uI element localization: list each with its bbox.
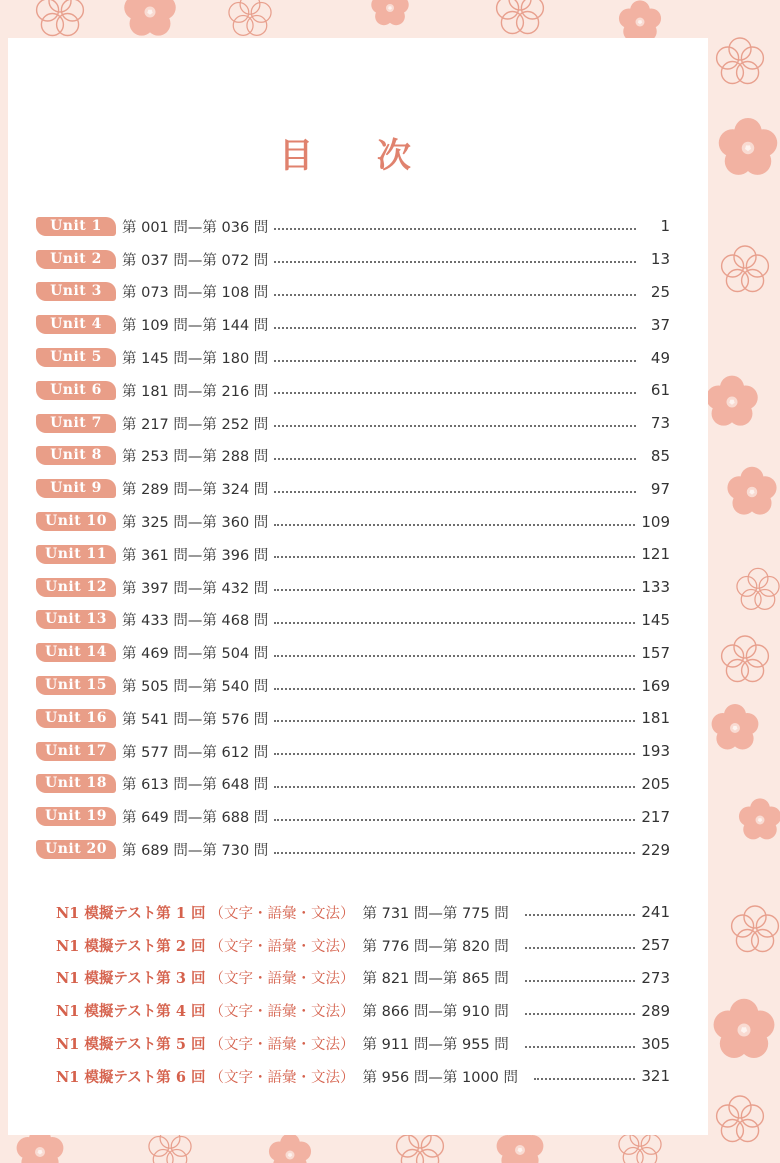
toc-row[interactable]: [36, 341, 670, 374]
toc-row[interactable]: [36, 505, 670, 538]
page-number: 257: [641, 936, 670, 955]
dot-leader: [274, 655, 635, 657]
mock-test-category: （文字・語彙・文法）: [209, 1037, 355, 1054]
dot-leader: [274, 852, 635, 854]
page-number: 121: [641, 545, 670, 564]
mock-test-category: （文字・語彙・文法）: [209, 1004, 355, 1021]
toc-row[interactable]: [36, 636, 670, 669]
toc-row[interactable]: [36, 440, 670, 473]
question-range: 第 397 問—第 432 問: [122, 580, 269, 597]
mock-test-row[interactable]: [56, 1060, 670, 1093]
mock-test-row[interactable]: [56, 929, 670, 962]
dot-leader: [525, 1046, 636, 1048]
dot-leader: [274, 786, 635, 788]
dot-leader: [525, 980, 636, 982]
mock-test-name: N1 模擬テスト第 2 回: [56, 937, 206, 955]
unit-badge: Unit 6: [36, 381, 116, 400]
unit-badge: Unit 12: [36, 578, 116, 597]
unit-badge: Unit 5: [36, 348, 116, 367]
dot-leader: [274, 622, 635, 624]
mock-test-name: N1 模擬テスト第 1 回: [56, 904, 206, 922]
dot-leader: [274, 458, 636, 460]
page-number: 13: [650, 250, 670, 269]
toc-row[interactable]: [36, 276, 670, 309]
page-number: 97: [650, 479, 670, 498]
unit-badge: Unit 2: [36, 250, 116, 269]
dot-leader: [274, 294, 636, 296]
page-number: 1: [660, 217, 670, 236]
question-range: 第 289 問—第 324 問: [122, 482, 269, 499]
dot-leader: [274, 261, 636, 263]
toc-row[interactable]: [36, 472, 670, 505]
toc-row[interactable]: [36, 243, 670, 276]
mock-test-category: （文字・語彙・文法）: [209, 938, 355, 955]
toc-row[interactable]: [36, 800, 670, 833]
page-number: 133: [641, 578, 670, 597]
question-range: 第 577 問—第 612 問: [122, 744, 269, 761]
dot-leader: [274, 688, 635, 690]
dot-leader: [274, 753, 635, 755]
page-number: 109: [641, 512, 670, 531]
dot-leader: [525, 914, 636, 916]
question-range: 第 361 問—第 396 問: [122, 547, 269, 564]
unit-badge: Unit 15: [36, 676, 116, 695]
page-number: 241: [641, 903, 670, 922]
unit-badge: Unit 13: [36, 610, 116, 629]
page-number: 61: [650, 381, 670, 400]
toc-row[interactable]: [36, 735, 670, 768]
question-range: 第 649 問—第 688 問: [122, 810, 269, 827]
unit-badge: Unit 3: [36, 282, 116, 301]
unit-badge: Unit 19: [36, 807, 116, 826]
dot-leader: [274, 327, 636, 329]
dot-leader: [274, 589, 635, 591]
question-range: 第 433 問—第 468 問: [122, 613, 269, 630]
page-number: 273: [641, 968, 670, 987]
question-range: 第 109 問—第 144 問: [122, 318, 269, 335]
question-range: 第 145 問—第 180 問: [122, 351, 269, 368]
question-range: 第 325 問—第 360 問: [122, 515, 269, 532]
page-number: 49: [650, 348, 670, 367]
page-number: 85: [650, 446, 670, 465]
toc-row[interactable]: [36, 571, 670, 604]
page-number: 25: [650, 282, 670, 301]
unit-badge: Unit 11: [36, 545, 116, 564]
toc-row[interactable]: [36, 669, 670, 702]
question-range: 第 911 問—第 955 問: [362, 1037, 509, 1054]
unit-badge: Unit 10: [36, 512, 116, 531]
page-number: 305: [641, 1034, 670, 1053]
toc-row[interactable]: [36, 833, 670, 866]
unit-badge: Unit 4: [36, 315, 116, 334]
question-range: 第 731 問—第 775 問: [362, 905, 509, 922]
mock-test-category: （文字・語彙・文法）: [209, 1069, 355, 1086]
unit-badge: Unit 16: [36, 709, 116, 728]
toc-row[interactable]: [36, 210, 670, 243]
question-range: 第 505 問—第 540 問: [122, 679, 269, 696]
page-number: 181: [641, 709, 670, 728]
question-range: 第 956 問—第 1000 問: [362, 1069, 519, 1086]
mock-test-category: （文字・語彙・文法）: [209, 971, 355, 988]
question-range: 第 037 問—第 072 問: [122, 252, 269, 269]
unit-badge: Unit 9: [36, 479, 116, 498]
unit-badge: Unit 17: [36, 742, 116, 761]
dot-leader: [525, 1013, 636, 1015]
dot-leader: [274, 491, 636, 493]
unit-badge: Unit 20: [36, 840, 116, 859]
question-range: 第 821 問—第 865 問: [362, 971, 509, 988]
unit-badge: Unit 18: [36, 774, 116, 793]
page-title: 目 次: [279, 136, 437, 176]
dot-leader: [274, 524, 635, 526]
unit-badge: Unit 7: [36, 414, 116, 433]
page-number: 193: [641, 742, 670, 761]
question-range: 第 613 問—第 648 問: [122, 777, 269, 794]
page-number: 169: [641, 676, 670, 695]
page-number: 229: [641, 840, 670, 859]
page-number: 217: [641, 807, 670, 826]
question-range: 第 073 問—第 108 問: [122, 285, 269, 302]
dot-leader: [525, 947, 636, 949]
mock-test-row[interactable]: [56, 896, 670, 929]
unit-list: [36, 210, 670, 866]
question-range: 第 469 問—第 504 問: [122, 646, 269, 663]
unit-badge: Unit 8: [36, 446, 116, 465]
dot-leader: [274, 228, 636, 230]
toc-row[interactable]: [36, 538, 670, 571]
dot-leader: [534, 1078, 635, 1080]
page-number: 157: [641, 643, 670, 662]
dot-leader: [274, 720, 635, 722]
toc-row[interactable]: [36, 702, 670, 735]
page-number: 289: [641, 1001, 670, 1020]
page-number: 205: [641, 774, 670, 793]
mock-test-row[interactable]: [56, 962, 670, 995]
dot-leader: [274, 392, 636, 394]
toc-row[interactable]: [36, 407, 670, 440]
question-range: 第 181 問—第 216 問: [122, 383, 269, 400]
page-number: 321: [641, 1067, 670, 1086]
toc-row[interactable]: [36, 308, 670, 341]
question-range: 第 776 問—第 820 問: [362, 938, 509, 955]
toc-row[interactable]: [36, 604, 670, 637]
mock-test-name: N1 模擬テスト第 3 回: [56, 970, 206, 988]
page-number: 37: [650, 315, 670, 334]
mock-test-row[interactable]: [56, 994, 670, 1027]
dot-leader: [274, 556, 635, 558]
mock-test-name: N1 模擬テスト第 5 回: [56, 1036, 206, 1054]
question-range: 第 217 問—第 252 問: [122, 416, 269, 433]
mock-test-category: （文字・語彙・文法）: [209, 905, 355, 922]
page-number: 73: [650, 414, 670, 433]
question-range: 第 001 問—第 036 問: [122, 219, 269, 236]
dot-leader: [274, 425, 636, 427]
question-range: 第 541 問—第 576 問: [122, 711, 269, 728]
toc-row[interactable]: [36, 374, 670, 407]
unit-badge: Unit 14: [36, 643, 116, 662]
mock-test-name: N1 模擬テスト第 6 回: [56, 1068, 206, 1086]
toc-row[interactable]: [36, 768, 670, 801]
mock-test-row[interactable]: [56, 1027, 670, 1060]
question-range: 第 253 問—第 288 問: [122, 449, 269, 466]
dot-leader: [274, 360, 636, 362]
question-range: 第 689 問—第 730 問: [122, 843, 269, 860]
mock-test-name: N1 模擬テスト第 4 回: [56, 1003, 206, 1021]
question-range: 第 866 問—第 910 問: [362, 1004, 509, 1021]
page-number: 145: [641, 610, 670, 629]
unit-badge: Unit 1: [36, 217, 116, 236]
mock-test-list: [56, 896, 670, 1093]
dot-leader: [274, 819, 635, 821]
